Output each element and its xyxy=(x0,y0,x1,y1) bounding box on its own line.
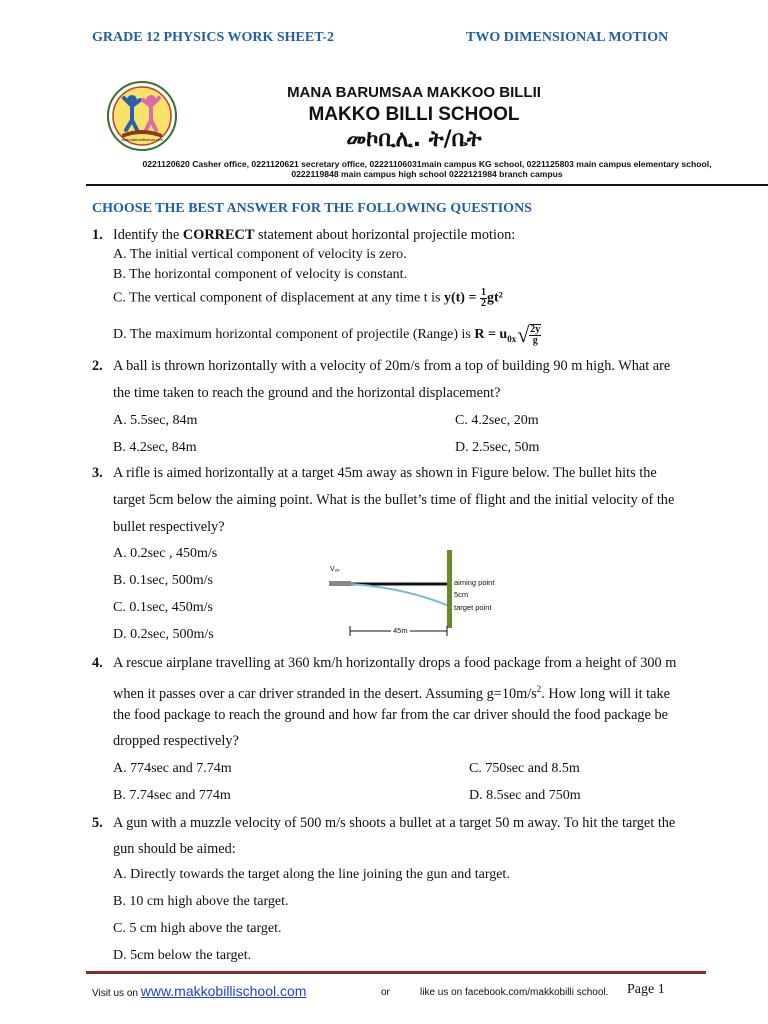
figure-target-point: target point xyxy=(454,603,492,612)
question-4-option-b: B. 7.74sec and 774m xyxy=(113,788,231,803)
question-1-option-a: A. The initial vertical component of velocity is zero. xyxy=(113,247,407,262)
question-4-line-1: A rescue airplane travelling at 360 km/h horizontally drops a food package from a height of 300 m xyxy=(113,655,677,671)
figure-aiming-point: aiming point xyxy=(454,578,495,587)
question-3-line-1: A rifle is aimed horizontally at a target 45m away as shown in Figure below. The bullet hits the xyxy=(113,465,657,481)
question-1-option-b: B. The horizontal component of velocity is constant. xyxy=(113,267,408,282)
question-3-option-a: A. 0.2sec , 450m/s xyxy=(113,546,218,561)
header-rule xyxy=(86,184,768,186)
question-2-option-c: C. 4.2sec, 20m xyxy=(455,413,539,428)
question-4-line-2: when it passes over a car driver stranded in the desert. Assuming $g=10m/s^2$. How long will it take xyxy=(113,684,670,702)
question-3-option-b: B. 0.1sec, 500m/s xyxy=(113,573,213,588)
contact-line-2: 0222119848 main campus high school 0222121984 branch campus xyxy=(291,169,563,179)
question-2-option-d: D. 2.5sec, 50m xyxy=(455,440,540,455)
contact-line-1: 0221120620 Casher office, 0221120621 secretary office, 02221106031main campus KG school, 0221125803 main campus elementary school, xyxy=(142,159,712,169)
question-2-number: 2. xyxy=(92,358,103,374)
question-4-option-d: D. 8.5sec and 750m xyxy=(469,788,581,803)
school-name-oromo: MANA BARUMSAA MAKKOO BILLII xyxy=(287,84,541,101)
sqrt-icon: √ xyxy=(517,322,530,347)
fraction-half: $\frac{1}{2}$ xyxy=(480,287,486,309)
question-5-number: 5. xyxy=(92,815,103,831)
question-5-option-b: B. 10 cm high above the target. xyxy=(113,894,289,909)
rifle-icon xyxy=(329,581,351,586)
question-4-line-4: dropped respectively? xyxy=(113,733,239,749)
logo-caption: www.makkobillischool.com xyxy=(121,138,163,142)
school-name-amharic: መኮቢሊ. ት/ቤት xyxy=(346,127,482,152)
header-left: GRADE 12 PHYSICS WORK SHEET-2 xyxy=(92,30,334,45)
question-3-line-2: target 5cm below the aiming point. What is the bullet’s time of flight and the initial velocity of the xyxy=(113,492,675,508)
footer-rule xyxy=(86,971,706,974)
question-4-number: 4. xyxy=(92,655,103,671)
question-5-option-c: C. 5 cm high above the target. xyxy=(113,921,282,936)
target-board xyxy=(447,550,452,628)
question-2-line-2: the time taken to reach the ground and the horizontal displacement? xyxy=(113,385,501,401)
question-1-stem: Identify the CORRECT statement about horizontal projectile motion: xyxy=(113,227,516,243)
question-3-line-3: bullet respectively? xyxy=(113,519,225,535)
section-title: CHOOSE THE BEST ANSWER FOR THE FOLLOWING QUESTIONS xyxy=(92,201,532,216)
figure-velocity-label: Vₒₓ xyxy=(330,566,340,573)
header-right: TWO DIMENSIONAL MOTION xyxy=(466,30,669,45)
footer-visit: Visit us on www.makkobillischool.com xyxy=(92,983,307,999)
school-name-english: MAKKO BILLI SCHOOL xyxy=(308,104,520,125)
rifle-target-figure xyxy=(326,544,506,644)
question-2-line-1: A ball is thrown horizontally with a velocity of 20m/s from a top of building 90 m high. What are xyxy=(113,358,671,374)
figure-distance: 45m xyxy=(393,626,408,635)
question-4-line-3: the food package to reach the ground and how far from the car driver should the food package be xyxy=(113,707,668,723)
question-1-number: 1. xyxy=(92,227,103,243)
bullet-trajectory xyxy=(351,584,449,606)
website-link[interactable]: www.makkobillischool.com xyxy=(140,983,307,999)
question-5-option-d: D. 5cm below the target. xyxy=(113,948,252,963)
question-3-option-d: D. 0.2sec, 500m/s xyxy=(113,627,214,642)
question-5-option-a: A. Directly towards the target along the line joining the gun and target. xyxy=(113,867,510,882)
figure-5cm: 5cm xyxy=(454,590,469,599)
question-5-line-2: gun should be aimed: xyxy=(113,841,236,857)
page-number: Page 1 xyxy=(627,982,665,997)
question-3-number: 3. xyxy=(92,465,103,481)
question-3-option-c: C. 0.1sec, 450m/s xyxy=(113,600,213,615)
fraction-2y-g: $\frac{2y}{g}$ xyxy=(530,324,541,346)
question-4-option-c: C. 750sec and 8.5m xyxy=(469,761,580,776)
question-4-option-a: A. 774sec and 7.74m xyxy=(113,761,232,776)
footer-or: or xyxy=(381,987,390,998)
question-2-option-b: B. 4.2sec, 84m xyxy=(113,440,197,455)
question-2-option-a: A. 5.5sec, 84m xyxy=(113,413,198,428)
question-1-option-c: C. The vertical component of displacement at any time t is y(t) = $\frac{1}{2}$ gt² xyxy=(113,287,503,309)
footer-facebook: like us on facebook.com/makkobilli school. xyxy=(420,987,609,998)
question-1-option-d: D. The maximum horizontal component of projectile (Range) is $R = u_{0x}√$ $\frac{2y}{g}$ xyxy=(113,322,541,347)
question-5-line-1: A gun with a muzzle velocity of 500 m/s shoots a bullet at a target 50 m away. To hit the target the xyxy=(113,815,676,831)
